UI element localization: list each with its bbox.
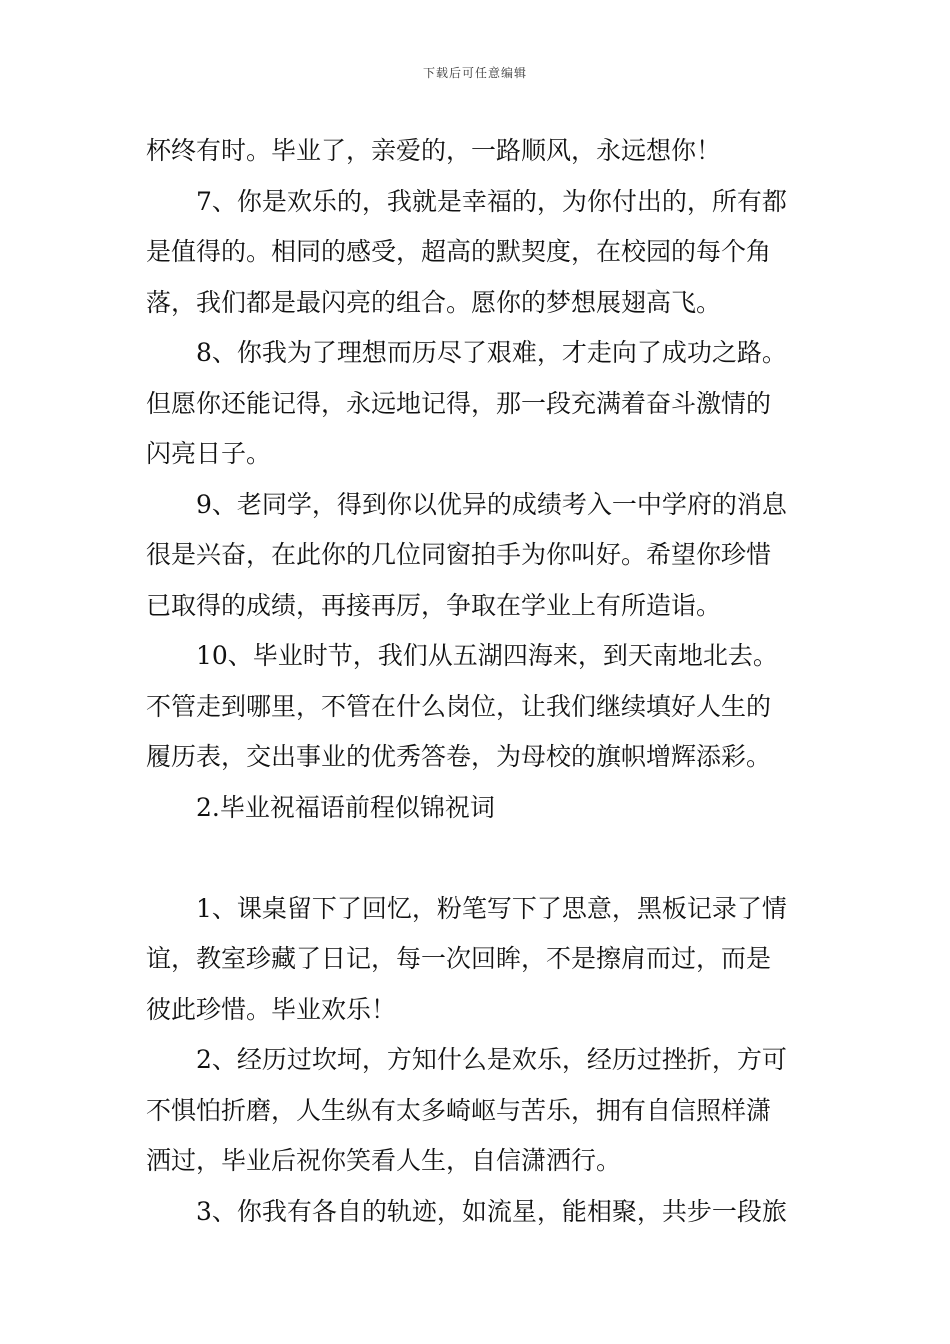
paragraph-item-10 xyxy=(146,631,816,783)
text-line: 9、老同学，得到你以优异的成绩考入一中学府的消息 xyxy=(196,489,787,519)
text-line: 杯终有时。毕业了，亲爱的，一路顺风，永远想你！ xyxy=(146,136,722,165)
text-line: 3、你我有各自的轨迹，如流星，能相聚，共步一段旅 xyxy=(196,1196,787,1226)
text-line: 7、你是欢乐的，我就是幸福的，为你付出的，所有都 xyxy=(196,186,787,216)
text-line: 落，我们都是最闪亮的组合。愿你的梦想展翅高飞。 xyxy=(146,287,722,317)
blank-line xyxy=(146,833,816,884)
text-line: 1、课桌留下了回忆，粉笔写下了思意，黑板记录了情 xyxy=(196,893,787,923)
text-line: 2、经历过坎坷，方知什么是欢乐，经历过挫折，方可 xyxy=(196,1045,787,1074)
paragraph-item-8 xyxy=(146,328,816,480)
text-line: 不管走到哪里，不管在什么岗位，让我们继续填好人生的 xyxy=(146,691,772,721)
paragraph-item-2 xyxy=(146,1035,816,1187)
text-line: 履历表，交出事业的优秀答卷，为母校的旗帜增辉添彩。 xyxy=(146,742,772,771)
section-heading xyxy=(146,783,816,834)
text-line: 8、你我为了理想而历尽了艰难，才走向了成功之路。 xyxy=(196,338,787,367)
text-line: 已取得的成绩，再接再厉，争取在学业上有所造诣。 xyxy=(146,590,722,620)
section-title: 2.毕业祝福语前程似锦祝词 xyxy=(196,792,495,822)
text-line: 不惧怕折磨，人生纵有太多崎岖与苦乐，拥有自信照样潇 xyxy=(146,1095,772,1125)
page-header-note: 下载后可任意编辑 xyxy=(422,66,527,80)
paragraph-item-3 xyxy=(146,1187,816,1238)
text-line: 但愿你还能记得，永远地记得，那一段充满着奋斗激情的 xyxy=(146,388,772,418)
text-line: 洒过，毕业后祝你笑看人生，自信潇洒行。 xyxy=(146,1146,622,1175)
text-line: 10、毕业时节，我们从五湖四海来，到天南地北去。 xyxy=(196,641,778,670)
paragraph-item-7 xyxy=(146,177,816,329)
paragraph-item-1 xyxy=(146,884,816,1036)
document-body xyxy=(146,126,816,1237)
text-line: 谊，教室珍藏了日记，每一次回眸，不是擦肩而过，而是 xyxy=(146,944,772,973)
text-line: 闪亮日子。 xyxy=(146,439,272,468)
text-line: 很是兴奋，在此你的几位同窗拍手为你叫好。希望你珍惜 xyxy=(146,540,772,569)
text-line: 是值得的。相同的感受，超高的默契度，在校园的每个角 xyxy=(146,237,772,266)
paragraph-item-9 xyxy=(146,480,816,632)
text-line: 彼此珍惜。毕业欢乐！ xyxy=(146,994,397,1024)
paragraph xyxy=(146,126,816,177)
